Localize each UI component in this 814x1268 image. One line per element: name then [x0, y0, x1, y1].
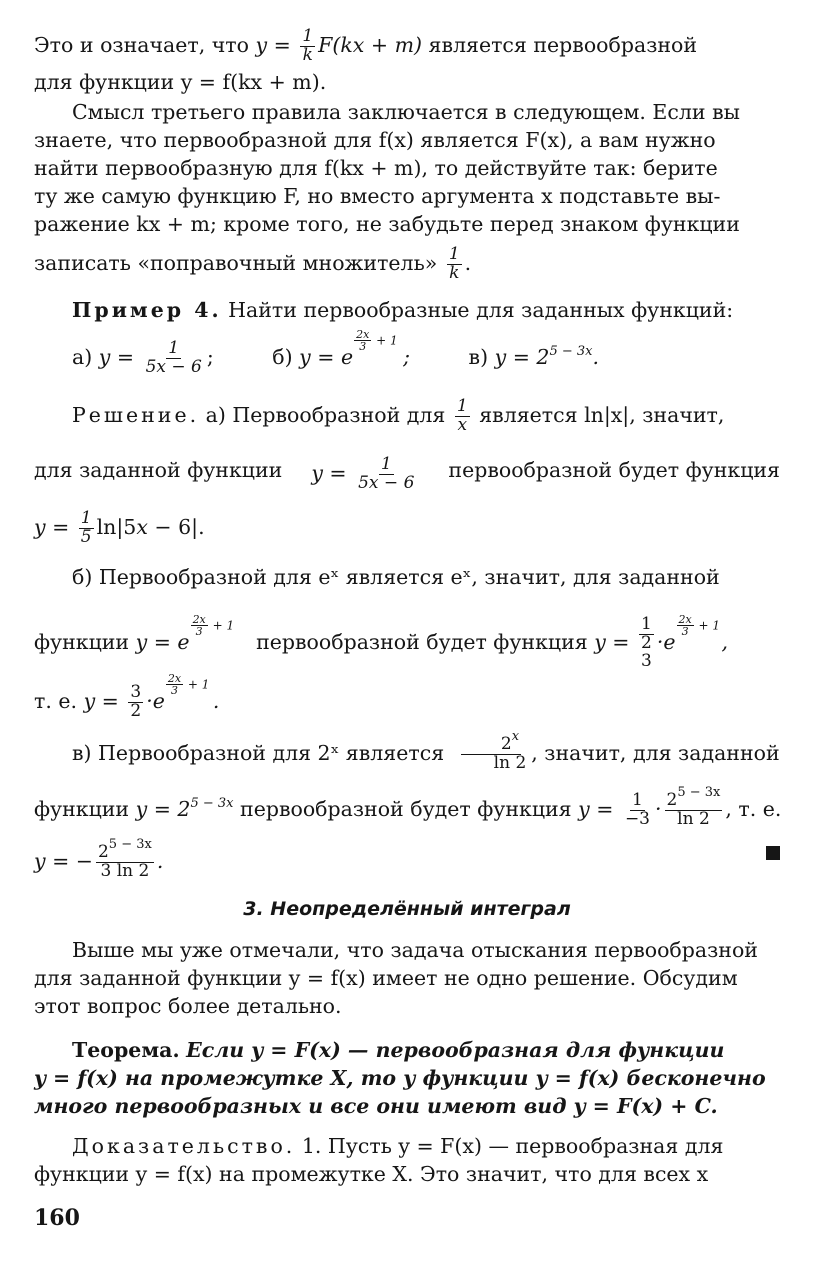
text-line: записать «поправочный множитель» $\frac{1}{k}$ . [34, 244, 472, 283]
text-segment: Это и означает, что [34, 32, 249, 57]
text-line: для функции y = f(kx + m). [34, 70, 327, 94]
text-segment: для заданной функции [34, 458, 283, 482]
formula: y = $\frac{1}{k}$ F(kx + m) [255, 26, 429, 65]
text-segment: т. е. [34, 688, 78, 713]
text-line [34, 785, 782, 829]
text-line [34, 456, 780, 493]
page-number: 160 [34, 1205, 80, 1231]
text-segment: первообразной будет функция [256, 629, 588, 654]
formula-a: а) y = $\frac{1}{5x - 6}$ ; [72, 338, 214, 377]
text-line: функции y = f(x) на промежутке X. Это значит, что для всех x [34, 1162, 709, 1186]
solution-label: Решение. [72, 402, 200, 427]
text-segment: первообразной будет функция [448, 458, 780, 482]
example-label: Пример 4. [72, 298, 222, 322]
text-segment: является ln|x|, значит, [479, 402, 725, 427]
formula: y = e $\frac{2x}{3}$ + 1 [135, 612, 235, 654]
text-line [34, 729, 780, 773]
text-line: этот вопрос более детально. [34, 994, 342, 1018]
formula: y = $\frac{1}{5x - 6}$ [311, 454, 415, 493]
formula: $\frac{1}{x}$ [456, 396, 468, 435]
formula: y = 1 2 3 ·e $\frac{2x}{3}$ + 1 , [594, 612, 729, 671]
theorem-line: много первообразных и все они имеют вид y = F(x) + C. [34, 1094, 718, 1118]
formula-line: y = $\frac{1}{5}$ ln|5x − 6|. [34, 508, 205, 547]
formula-line: y = − $\frac{2^{5 - 3x}}{3 \ln 2}$ . [34, 837, 164, 881]
text-line: для заданной функции y = f(x) имеет не одно решение. Обсудим [34, 966, 738, 990]
text-line: ту же самую функцию F, но вместо аргумента x подставьте вы- [34, 184, 721, 208]
text-line: ражение kx + m; кроме того, не забудьте перед знаком функции [34, 212, 740, 236]
text-segment: функции [34, 796, 130, 821]
text-segment: а) Первообразной для [205, 402, 446, 427]
example-formulas [72, 327, 780, 377]
text-segment: первообразной будет функция [240, 796, 572, 821]
text-line: найти первообразную для f(kx + m), то действуйте так: берите [34, 156, 718, 180]
text-line [72, 398, 780, 435]
text-line [34, 28, 780, 65]
formula: y = $\frac{1}{-3}$ · $\frac{2^{5 - 3x}}{\ln 2}$ [578, 785, 721, 829]
text-line [34, 671, 780, 721]
theorem-label: Теорема. [72, 1038, 180, 1062]
formula: y = $\frac{3}{2}$ ·e $\frac{2x}{3}$ + 1 . [83, 671, 220, 721]
text-segment: , значит, для заданной [531, 740, 780, 765]
formula-b: б) y = e $\frac{2x}{3}$ + 1 ; [272, 327, 411, 369]
text-line: Выше мы уже отмечали, что задача отыскания первообразной [72, 938, 758, 962]
end-of-proof-square [766, 846, 780, 860]
text-line [34, 612, 780, 671]
section-heading: 3. Неопределённый интеграл [243, 898, 571, 920]
text-segment: является первообразной [428, 32, 698, 57]
text-segment: 1. Пусть y = F(x) — первообразная для [301, 1134, 724, 1158]
text-line [72, 1132, 780, 1160]
text-segment: Если y = F(x) — первообразная для функции [186, 1038, 725, 1062]
theorem-line: y = f(x) на промежутке X, то у функции y = f(x) бесконечно [34, 1066, 766, 1090]
text-segment: записать «поправочный множитель» [34, 250, 438, 275]
text-segment: , т. е. [725, 796, 782, 821]
formula: $y = 2^{5 - 3x}$ [135, 795, 234, 821]
proof-label: Доказательство. [72, 1134, 296, 1158]
text-segment: функции [34, 629, 130, 654]
theorem-line [72, 1036, 780, 1064]
formula: $\frac{1}{k}$ [448, 244, 460, 283]
text-line: знаете, что первообразной для f(x) является F(x), а вам нужно [34, 128, 716, 152]
example-heading [72, 296, 780, 324]
formula-c: в) $y = 2^{5 - 3x}$. [468, 343, 600, 369]
text-line: б) Первообразной для eˣ является eˣ, значит, для заданной [72, 565, 720, 589]
text-segment: Найти первообразные для заданных функций: [228, 298, 734, 322]
formula: $\frac{2^x}{\ln 2}$ [454, 736, 529, 773]
text-segment: в) Первообразной для 2ˣ является [72, 740, 445, 765]
text-line: Смысл третьего правила заключается в следующем. Если вы [72, 100, 740, 124]
